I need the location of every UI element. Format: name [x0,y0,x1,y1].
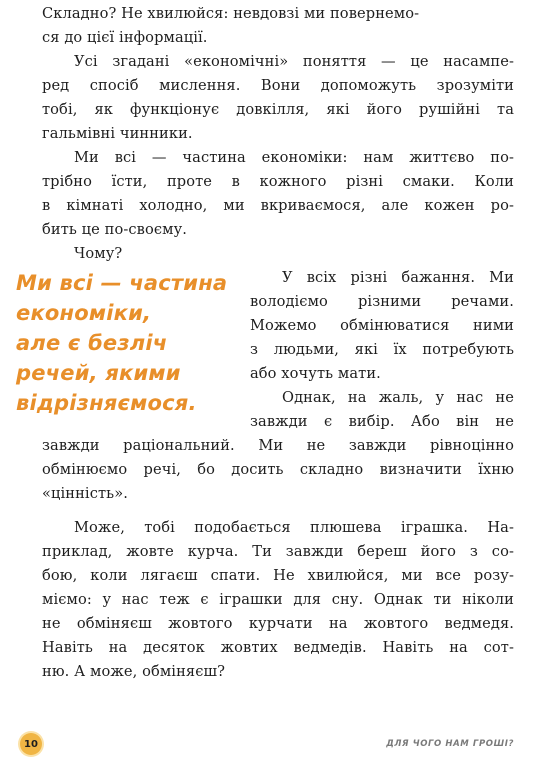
text-line: володіємо різними речами. [250,293,514,310]
text-line: або хочуть мати. [250,365,381,382]
text-line: Складно? Не хвилюйся: невдовзі ми повернемо- [42,5,420,22]
text-line: Може, тобі подобається плюшева іграшка. На- [74,519,514,536]
page-number: 10 [24,738,38,750]
text-line: бою, коли лягаєш спати. Не хвилюйся, ми все розу- [42,567,514,584]
text-line: в кімнаті холодно, ми вкриваємося, але кожен ро- [42,197,514,214]
text-line: ню. А може, обміняєш? [42,663,226,680]
text-line: міємо: у нас теж є іграшки для сну. Однак ти ніколи [42,591,514,608]
text-line: тобі, як функціонує довкілля, які його рушійні та [42,101,514,118]
text-line: Однак, на жаль, у нас не [282,389,514,406]
text-line: У всіх різні бажання. Ми [282,269,514,286]
text-line: приклад, жовте курча. Ти завжди береш його з со- [42,543,514,560]
text-line: ред спосіб мислення. Вони допоможуть зрозуміти [42,77,514,94]
pull-quote-line: економіки, [16,301,152,325]
text-line: не обміняєш жовтого курчати на жовтого ведмедя. [42,615,514,632]
pull-quote-line: Ми всі — частина [16,271,228,295]
text-line: з людьми, які їх потребують [250,341,514,358]
text-line: завжди є вибір. Або він не [250,413,514,430]
text-line: Навіть на десяток жовтих ведмедів. Навіть на сот- [42,639,514,656]
text-line: ся до цієї інформації. [42,29,208,46]
text-line: бить це по-своєму. [42,221,188,238]
text-line: Усі згадані «економічні» поняття — це насампе- [74,53,514,70]
text-line: завжди раціональний. Ми не завжди рівноцінно [42,437,514,454]
page-number-badge [20,733,42,755]
text-line: «цінність». [42,485,128,502]
running-head: ДЛЯ ЧОГО НАМ ГРОШІ? [386,739,514,749]
pull-quote-line: відрізняємося. [16,391,197,415]
text-line: гальмівні чинники. [42,125,193,142]
pull-quote-line: речей, якими [16,361,181,385]
text-line: Чому? [74,245,123,262]
text-line: обмінюємо речі, бо досить складно визначити їхню [42,461,514,478]
text-line: трібно їсти, проте в кожного різні смаки. Коли [42,173,514,190]
pull-quote-line: але є безліч [16,331,168,355]
text-line: Можемо обмінюватися ними [250,317,514,334]
text-line: Ми всі — частина економіки: нам життєво по- [74,149,514,166]
